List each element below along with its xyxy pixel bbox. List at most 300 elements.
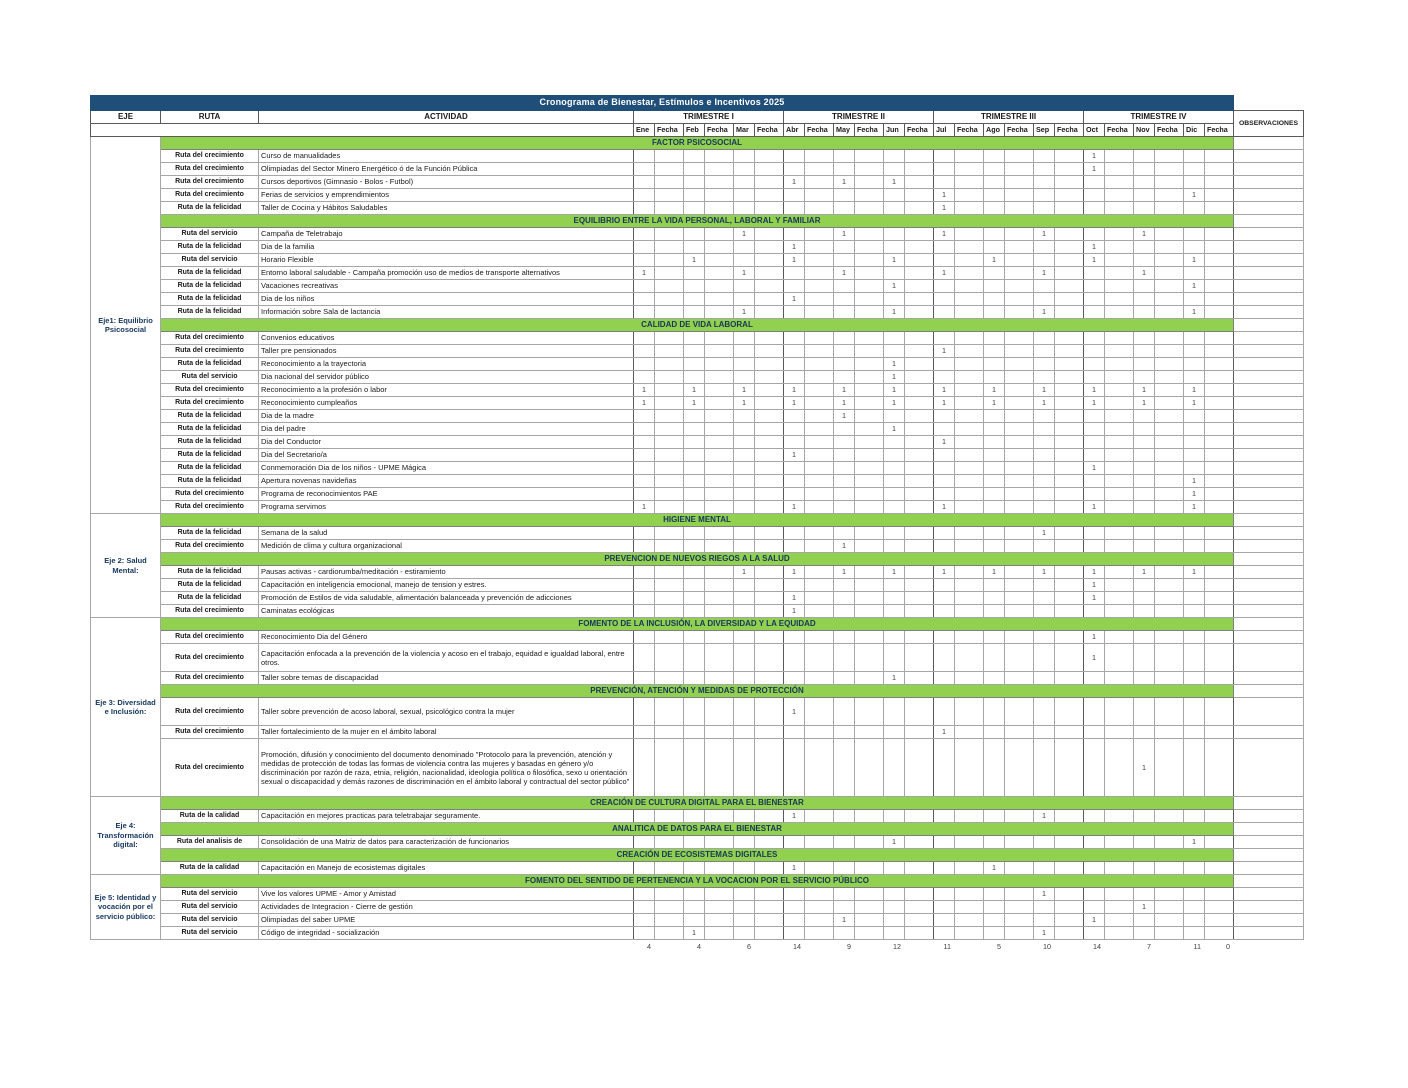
fecha-cell[interactable] [1155, 579, 1184, 592]
month-cell-feb[interactable] [684, 726, 705, 739]
month-cell-oct[interactable] [1084, 726, 1105, 739]
month-cell-jul[interactable] [934, 739, 955, 797]
ruta-cell[interactable]: Ruta del servicio [161, 914, 259, 927]
fecha-cell[interactable] [855, 202, 884, 215]
fecha-cell[interactable] [755, 527, 784, 540]
fecha-cell[interactable] [655, 449, 684, 462]
month-cell-mar[interactable] [734, 644, 755, 672]
observaciones-cell[interactable] [1234, 875, 1304, 888]
fecha-cell[interactable] [805, 358, 834, 371]
fecha-cell[interactable] [1105, 189, 1134, 202]
fecha-cell[interactable] [705, 306, 734, 319]
ruta-cell[interactable]: Ruta del crecimiento [161, 189, 259, 202]
fecha-cell[interactable] [1105, 254, 1134, 267]
month-cell-jun[interactable] [884, 810, 905, 823]
fecha-cell[interactable] [655, 739, 684, 797]
fecha-cell[interactable] [655, 566, 684, 579]
fecha-cell[interactable] [655, 241, 684, 254]
fecha-cell[interactable] [1105, 605, 1134, 618]
ruta-cell[interactable]: Ruta del servicio [161, 888, 259, 901]
fecha-cell[interactable] [705, 475, 734, 488]
month-cell-sep[interactable] [1034, 332, 1055, 345]
month-cell-oct[interactable]: 1 [1084, 163, 1105, 176]
month-cell-dic[interactable] [1184, 176, 1205, 189]
activity-cell[interactable]: Apertura novenas navideñas [259, 475, 634, 488]
fecha-cell[interactable] [1155, 345, 1184, 358]
month-cell-ene[interactable] [634, 566, 655, 579]
activity-cell[interactable]: Taller fortalecimiento de la mujer en el ámbito laboral [259, 726, 634, 739]
month-cell-oct[interactable] [1084, 698, 1105, 726]
month-cell-feb[interactable] [684, 527, 705, 540]
observaciones-cell[interactable] [1234, 797, 1304, 810]
month-cell-sep[interactable] [1034, 176, 1055, 189]
ruta-cell[interactable]: Ruta de la felicidad [161, 566, 259, 579]
fecha-cell[interactable] [855, 579, 884, 592]
fecha-cell[interactable] [755, 631, 784, 644]
month-cell-feb[interactable] [684, 698, 705, 726]
fecha-cell[interactable] [955, 345, 984, 358]
activity-cell[interactable]: Programa de reconocimientos PAE [259, 488, 634, 501]
month-cell-feb[interactable] [684, 810, 705, 823]
fecha-cell[interactable] [1055, 901, 1084, 914]
month-cell-feb[interactable] [684, 280, 705, 293]
month-cell-oct[interactable] [1084, 293, 1105, 306]
month-cell-dic[interactable] [1184, 449, 1205, 462]
month-cell-may[interactable] [834, 501, 855, 514]
fecha-cell[interactable] [805, 436, 834, 449]
month-cell-feb[interactable] [684, 579, 705, 592]
fecha-cell[interactable] [1205, 280, 1234, 293]
ruta-cell[interactable]: Ruta de la felicidad [161, 293, 259, 306]
observaciones-cell[interactable] [1234, 514, 1304, 527]
fecha-cell[interactable] [905, 644, 934, 672]
month-cell-ago[interactable] [984, 306, 1005, 319]
fecha-cell[interactable] [905, 280, 934, 293]
month-cell-feb[interactable] [684, 540, 705, 553]
fecha-cell[interactable] [1155, 605, 1184, 618]
month-cell-jul[interactable] [934, 306, 955, 319]
month-cell-may[interactable] [834, 475, 855, 488]
ruta-cell[interactable]: Ruta de la felicidad [161, 280, 259, 293]
fecha-cell[interactable] [1205, 189, 1234, 202]
month-cell-oct[interactable] [1084, 345, 1105, 358]
month-cell-sep[interactable] [1034, 410, 1055, 423]
activity-cell[interactable]: Entorno laboral saludable - Campaña promoción uso de medios de transporte alternativos [259, 267, 634, 280]
fecha-cell[interactable] [1155, 901, 1184, 914]
activity-cell[interactable]: Reconocimiento Dia del Género [259, 631, 634, 644]
fecha-cell[interactable] [705, 436, 734, 449]
fecha-cell[interactable] [655, 540, 684, 553]
fecha-cell[interactable] [1005, 241, 1034, 254]
fecha-cell[interactable] [1155, 371, 1184, 384]
month-cell-oct[interactable]: 1 [1084, 914, 1105, 927]
month-cell-sep[interactable] [1034, 540, 1055, 553]
month-cell-ago[interactable] [984, 501, 1005, 514]
observaciones-cell[interactable] [1234, 592, 1304, 605]
observaciones-cell[interactable] [1234, 254, 1304, 267]
month-cell-mar[interactable] [734, 579, 755, 592]
fecha-cell[interactable] [1105, 901, 1134, 914]
month-cell-may[interactable] [834, 254, 855, 267]
ruta-cell[interactable]: Ruta del crecimiento [161, 488, 259, 501]
observaciones-cell[interactable] [1234, 410, 1304, 423]
fecha-cell[interactable] [655, 293, 684, 306]
fecha-cell[interactable] [655, 862, 684, 875]
fecha-cell[interactable] [1155, 449, 1184, 462]
month-cell-nov[interactable] [1134, 836, 1155, 849]
fecha-cell[interactable] [1055, 592, 1084, 605]
fecha-cell[interactable] [705, 540, 734, 553]
activity-cell[interactable]: Horario Flexible [259, 254, 634, 267]
month-cell-jun[interactable] [884, 475, 905, 488]
activity-cell[interactable]: Cursos deportivos (Gimnasio - Bolos - Futbol) [259, 176, 634, 189]
month-cell-feb[interactable] [684, 488, 705, 501]
activity-cell[interactable]: Consolidación de una Matriz de datos para caracterización de funcionarios [259, 836, 634, 849]
fecha-cell[interactable] [855, 150, 884, 163]
fecha-cell[interactable] [1105, 579, 1134, 592]
observaciones-cell[interactable] [1234, 566, 1304, 579]
activity-cell[interactable]: Dia de la madre [259, 410, 634, 423]
month-cell-jul[interactable] [934, 163, 955, 176]
month-cell-jul[interactable] [934, 358, 955, 371]
fecha-cell[interactable] [655, 605, 684, 618]
activity-cell[interactable]: Capacitación en mejores practicas para teletrabajar seguramente. [259, 810, 634, 823]
month-cell-nov[interactable] [1134, 358, 1155, 371]
fecha-cell[interactable] [1155, 888, 1184, 901]
fecha-cell[interactable] [705, 888, 734, 901]
month-cell-feb[interactable] [684, 501, 705, 514]
fecha-cell[interactable] [955, 202, 984, 215]
activity-cell[interactable]: Medición de clima y cultura organizacional [259, 540, 634, 553]
fecha-cell[interactable] [855, 189, 884, 202]
fecha-cell[interactable] [755, 345, 784, 358]
fecha-cell[interactable] [805, 914, 834, 927]
month-cell-abr[interactable] [784, 579, 805, 592]
fecha-cell[interactable] [1105, 527, 1134, 540]
month-cell-jun[interactable]: 1 [884, 423, 905, 436]
month-cell-sep[interactable] [1034, 254, 1055, 267]
ruta-cell[interactable]: Ruta de la felicidad [161, 449, 259, 462]
month-cell-abr[interactable] [784, 358, 805, 371]
activity-cell[interactable]: Olimpiadas del Sector Minero Energético ó de la Función Pública [259, 163, 634, 176]
fecha-cell[interactable] [955, 462, 984, 475]
fecha-cell[interactable] [905, 488, 934, 501]
month-cell-abr[interactable] [784, 163, 805, 176]
fecha-cell[interactable] [1105, 592, 1134, 605]
month-cell-jun[interactable]: 1 [884, 280, 905, 293]
month-cell-oct[interactable] [1084, 888, 1105, 901]
month-cell-jul[interactable]: 1 [934, 345, 955, 358]
fecha-cell[interactable] [1155, 566, 1184, 579]
fecha-cell[interactable] [755, 488, 784, 501]
fecha-cell[interactable] [1005, 914, 1034, 927]
activity-cell[interactable]: Vacaciones recreativas [259, 280, 634, 293]
fecha-cell[interactable] [955, 698, 984, 726]
month-cell-sep[interactable] [1034, 462, 1055, 475]
month-cell-nov[interactable] [1134, 488, 1155, 501]
fecha-cell[interactable] [1005, 475, 1034, 488]
fecha-cell[interactable] [805, 527, 834, 540]
month-cell-mar[interactable] [734, 605, 755, 618]
month-cell-sep[interactable]: 1 [1034, 927, 1055, 940]
month-cell-may[interactable] [834, 358, 855, 371]
month-cell-ene[interactable] [634, 254, 655, 267]
fecha-cell[interactable] [1155, 306, 1184, 319]
fecha-cell[interactable] [1055, 163, 1084, 176]
month-cell-ago[interactable] [984, 280, 1005, 293]
fecha-cell[interactable] [1005, 726, 1034, 739]
month-cell-may[interactable] [834, 739, 855, 797]
observaciones-cell[interactable] [1234, 631, 1304, 644]
fecha-cell[interactable] [805, 306, 834, 319]
fecha-cell[interactable] [955, 358, 984, 371]
fecha-cell[interactable] [805, 332, 834, 345]
month-cell-abr[interactable] [784, 901, 805, 914]
fecha-cell[interactable] [705, 371, 734, 384]
fecha-cell[interactable] [955, 726, 984, 739]
month-cell-may[interactable] [834, 927, 855, 940]
fecha-cell[interactable] [955, 189, 984, 202]
fecha-cell[interactable] [1155, 698, 1184, 726]
month-cell-abr[interactable] [784, 150, 805, 163]
fecha-cell[interactable] [1005, 644, 1034, 672]
fecha-cell[interactable] [955, 914, 984, 927]
month-cell-jul[interactable] [934, 410, 955, 423]
month-cell-ene[interactable] [634, 739, 655, 797]
activity-cell[interactable]: Información sobre Sala de lactancia [259, 306, 634, 319]
month-cell-jun[interactable] [884, 527, 905, 540]
month-cell-jul[interactable] [934, 423, 955, 436]
month-cell-oct[interactable] [1084, 527, 1105, 540]
fecha-cell[interactable] [1155, 862, 1184, 875]
month-cell-ago[interactable] [984, 189, 1005, 202]
month-cell-ago[interactable] [984, 410, 1005, 423]
fecha-cell[interactable] [755, 202, 784, 215]
activity-cell[interactable]: Reconocimiento a la profesión o labor [259, 384, 634, 397]
fecha-cell[interactable] [1005, 836, 1034, 849]
month-cell-jun[interactable] [884, 202, 905, 215]
month-cell-jun[interactable]: 1 [884, 254, 905, 267]
month-cell-ago[interactable] [984, 163, 1005, 176]
fecha-cell[interactable] [1005, 267, 1034, 280]
fecha-cell[interactable] [1005, 254, 1034, 267]
fecha-cell[interactable] [805, 293, 834, 306]
month-cell-abr[interactable]: 1 [784, 384, 805, 397]
month-cell-sep[interactable] [1034, 423, 1055, 436]
month-cell-dic[interactable] [1184, 436, 1205, 449]
activity-cell[interactable]: Capacitación enfocada a la prevención de la violencia y acoso en el trabajo, equidad e igualdad laboral, entre otros. [259, 644, 634, 672]
fecha-cell[interactable] [905, 592, 934, 605]
month-cell-dic[interactable]: 1 [1184, 488, 1205, 501]
fecha-cell[interactable] [1055, 566, 1084, 579]
observaciones-cell[interactable] [1234, 488, 1304, 501]
month-cell-jul[interactable] [934, 927, 955, 940]
month-cell-ene[interactable] [634, 927, 655, 940]
fecha-cell[interactable] [905, 698, 934, 726]
month-cell-jul[interactable] [934, 644, 955, 672]
fecha-cell[interactable] [705, 488, 734, 501]
ruta-cell[interactable]: Ruta de la felicidad [161, 462, 259, 475]
month-cell-ago[interactable] [984, 462, 1005, 475]
activity-cell[interactable]: Semana de la salud [259, 527, 634, 540]
month-cell-may[interactable] [834, 150, 855, 163]
month-cell-ene[interactable] [634, 228, 655, 241]
fecha-cell[interactable] [1005, 306, 1034, 319]
month-cell-sep[interactable] [1034, 862, 1055, 875]
fecha-cell[interactable] [1005, 462, 1034, 475]
month-cell-feb[interactable] [684, 306, 705, 319]
fecha-cell[interactable] [1205, 241, 1234, 254]
fecha-cell[interactable] [1055, 293, 1084, 306]
fecha-cell[interactable] [1155, 592, 1184, 605]
fecha-cell[interactable] [755, 540, 784, 553]
fecha-cell[interactable] [655, 888, 684, 901]
fecha-cell[interactable] [955, 540, 984, 553]
fecha-cell[interactable] [855, 423, 884, 436]
month-cell-jul[interactable] [934, 836, 955, 849]
fecha-cell[interactable] [1005, 176, 1034, 189]
month-cell-feb[interactable] [684, 293, 705, 306]
fecha-cell[interactable] [905, 726, 934, 739]
fecha-cell[interactable] [1205, 527, 1234, 540]
month-cell-oct[interactable] [1084, 410, 1105, 423]
fecha-cell[interactable] [1105, 280, 1134, 293]
month-cell-ago[interactable] [984, 436, 1005, 449]
fecha-cell[interactable] [955, 631, 984, 644]
fecha-cell[interactable] [805, 371, 834, 384]
month-cell-mar[interactable] [734, 280, 755, 293]
month-cell-mar[interactable] [734, 332, 755, 345]
ruta-cell[interactable]: Ruta del crecimiento [161, 332, 259, 345]
observaciones-cell[interactable] [1234, 739, 1304, 797]
month-cell-abr[interactable]: 1 [784, 254, 805, 267]
activity-cell[interactable]: Taller de Cocina y Hábitos Saludables [259, 202, 634, 215]
month-cell-abr[interactable] [784, 475, 805, 488]
fecha-cell[interactable] [1105, 927, 1134, 940]
month-cell-oct[interactable] [1084, 436, 1105, 449]
fecha-cell[interactable] [1105, 739, 1134, 797]
fecha-cell[interactable] [705, 901, 734, 914]
month-cell-ene[interactable] [634, 726, 655, 739]
fecha-cell[interactable] [1005, 345, 1034, 358]
fecha-cell[interactable] [1155, 410, 1184, 423]
activity-cell[interactable]: Taller pre pensionados [259, 345, 634, 358]
month-cell-dic[interactable] [1184, 358, 1205, 371]
fecha-cell[interactable] [905, 228, 934, 241]
fecha-cell[interactable] [1005, 739, 1034, 797]
fecha-cell[interactable] [805, 566, 834, 579]
ruta-cell[interactable]: Ruta de la felicidad [161, 579, 259, 592]
fecha-cell[interactable] [755, 332, 784, 345]
month-cell-jul[interactable] [934, 293, 955, 306]
month-cell-mar[interactable]: 1 [734, 228, 755, 241]
month-cell-jul[interactable] [934, 605, 955, 618]
month-cell-sep[interactable] [1034, 280, 1055, 293]
fecha-cell[interactable] [855, 293, 884, 306]
observaciones-cell[interactable] [1234, 371, 1304, 384]
fecha-cell[interactable] [755, 189, 784, 202]
fecha-cell[interactable] [955, 901, 984, 914]
fecha-cell[interactable] [1105, 449, 1134, 462]
fecha-cell[interactable] [755, 739, 784, 797]
fecha-cell[interactable] [805, 888, 834, 901]
month-cell-nov[interactable] [1134, 306, 1155, 319]
fecha-cell[interactable] [755, 810, 784, 823]
fecha-cell[interactable] [705, 501, 734, 514]
month-cell-dic[interactable]: 1 [1184, 306, 1205, 319]
month-cell-jun[interactable]: 1 [884, 672, 905, 685]
month-cell-dic[interactable] [1184, 150, 1205, 163]
ruta-cell[interactable]: Ruta del servicio [161, 228, 259, 241]
month-cell-ago[interactable]: 1 [984, 397, 1005, 410]
fecha-cell[interactable] [705, 228, 734, 241]
fecha-cell[interactable] [1055, 150, 1084, 163]
fecha-cell[interactable] [1005, 449, 1034, 462]
fecha-cell[interactable] [1205, 449, 1234, 462]
activity-cell[interactable]: Dia del Secretario/a [259, 449, 634, 462]
fecha-cell[interactable] [1205, 150, 1234, 163]
fecha-cell[interactable] [655, 592, 684, 605]
fecha-cell[interactable] [1055, 810, 1084, 823]
month-cell-ene[interactable] [634, 540, 655, 553]
fecha-cell[interactable] [1105, 176, 1134, 189]
month-cell-oct[interactable] [1084, 810, 1105, 823]
fecha-cell[interactable] [955, 488, 984, 501]
fecha-cell[interactable] [1105, 410, 1134, 423]
month-cell-dic[interactable] [1184, 462, 1205, 475]
month-cell-sep[interactable] [1034, 901, 1055, 914]
month-cell-ene[interactable] [634, 862, 655, 875]
fecha-cell[interactable] [1005, 488, 1034, 501]
ruta-cell[interactable]: Ruta de la felicidad [161, 267, 259, 280]
observaciones-cell[interactable] [1234, 137, 1304, 150]
observaciones-cell[interactable] [1234, 449, 1304, 462]
month-cell-feb[interactable] [684, 605, 705, 618]
fecha-cell[interactable] [805, 423, 834, 436]
fecha-cell[interactable] [905, 254, 934, 267]
observaciones-cell[interactable] [1234, 163, 1304, 176]
ruta-cell[interactable]: Ruta de la calidad [161, 810, 259, 823]
fecha-cell[interactable] [1155, 540, 1184, 553]
month-cell-oct[interactable]: 1 [1084, 579, 1105, 592]
month-cell-abr[interactable] [784, 332, 805, 345]
month-cell-dic[interactable]: 1 [1184, 475, 1205, 488]
month-cell-oct[interactable] [1084, 176, 1105, 189]
activity-cell[interactable]: Promoción de Estilos de vida saludable, alimentación balanceada y prevención de adicciones [259, 592, 634, 605]
month-cell-nov[interactable] [1134, 698, 1155, 726]
fecha-cell[interactable] [805, 176, 834, 189]
month-cell-ago[interactable] [984, 914, 1005, 927]
month-cell-oct[interactable] [1084, 202, 1105, 215]
fecha-cell[interactable] [705, 739, 734, 797]
fecha-cell[interactable] [1055, 397, 1084, 410]
fecha-cell[interactable] [855, 306, 884, 319]
fecha-cell[interactable] [1005, 888, 1034, 901]
fecha-cell[interactable] [755, 254, 784, 267]
fecha-cell[interactable] [1055, 914, 1084, 927]
fecha-cell[interactable] [1105, 672, 1134, 685]
fecha-cell[interactable] [655, 810, 684, 823]
month-cell-oct[interactable] [1084, 267, 1105, 280]
fecha-cell[interactable] [1005, 579, 1034, 592]
fecha-cell[interactable] [1105, 345, 1134, 358]
month-cell-nov[interactable] [1134, 449, 1155, 462]
fecha-cell[interactable] [1005, 150, 1034, 163]
fecha-cell[interactable] [1205, 566, 1234, 579]
observaciones-cell[interactable] [1234, 501, 1304, 514]
month-cell-sep[interactable] [1034, 672, 1055, 685]
month-cell-nov[interactable]: 1 [1134, 228, 1155, 241]
